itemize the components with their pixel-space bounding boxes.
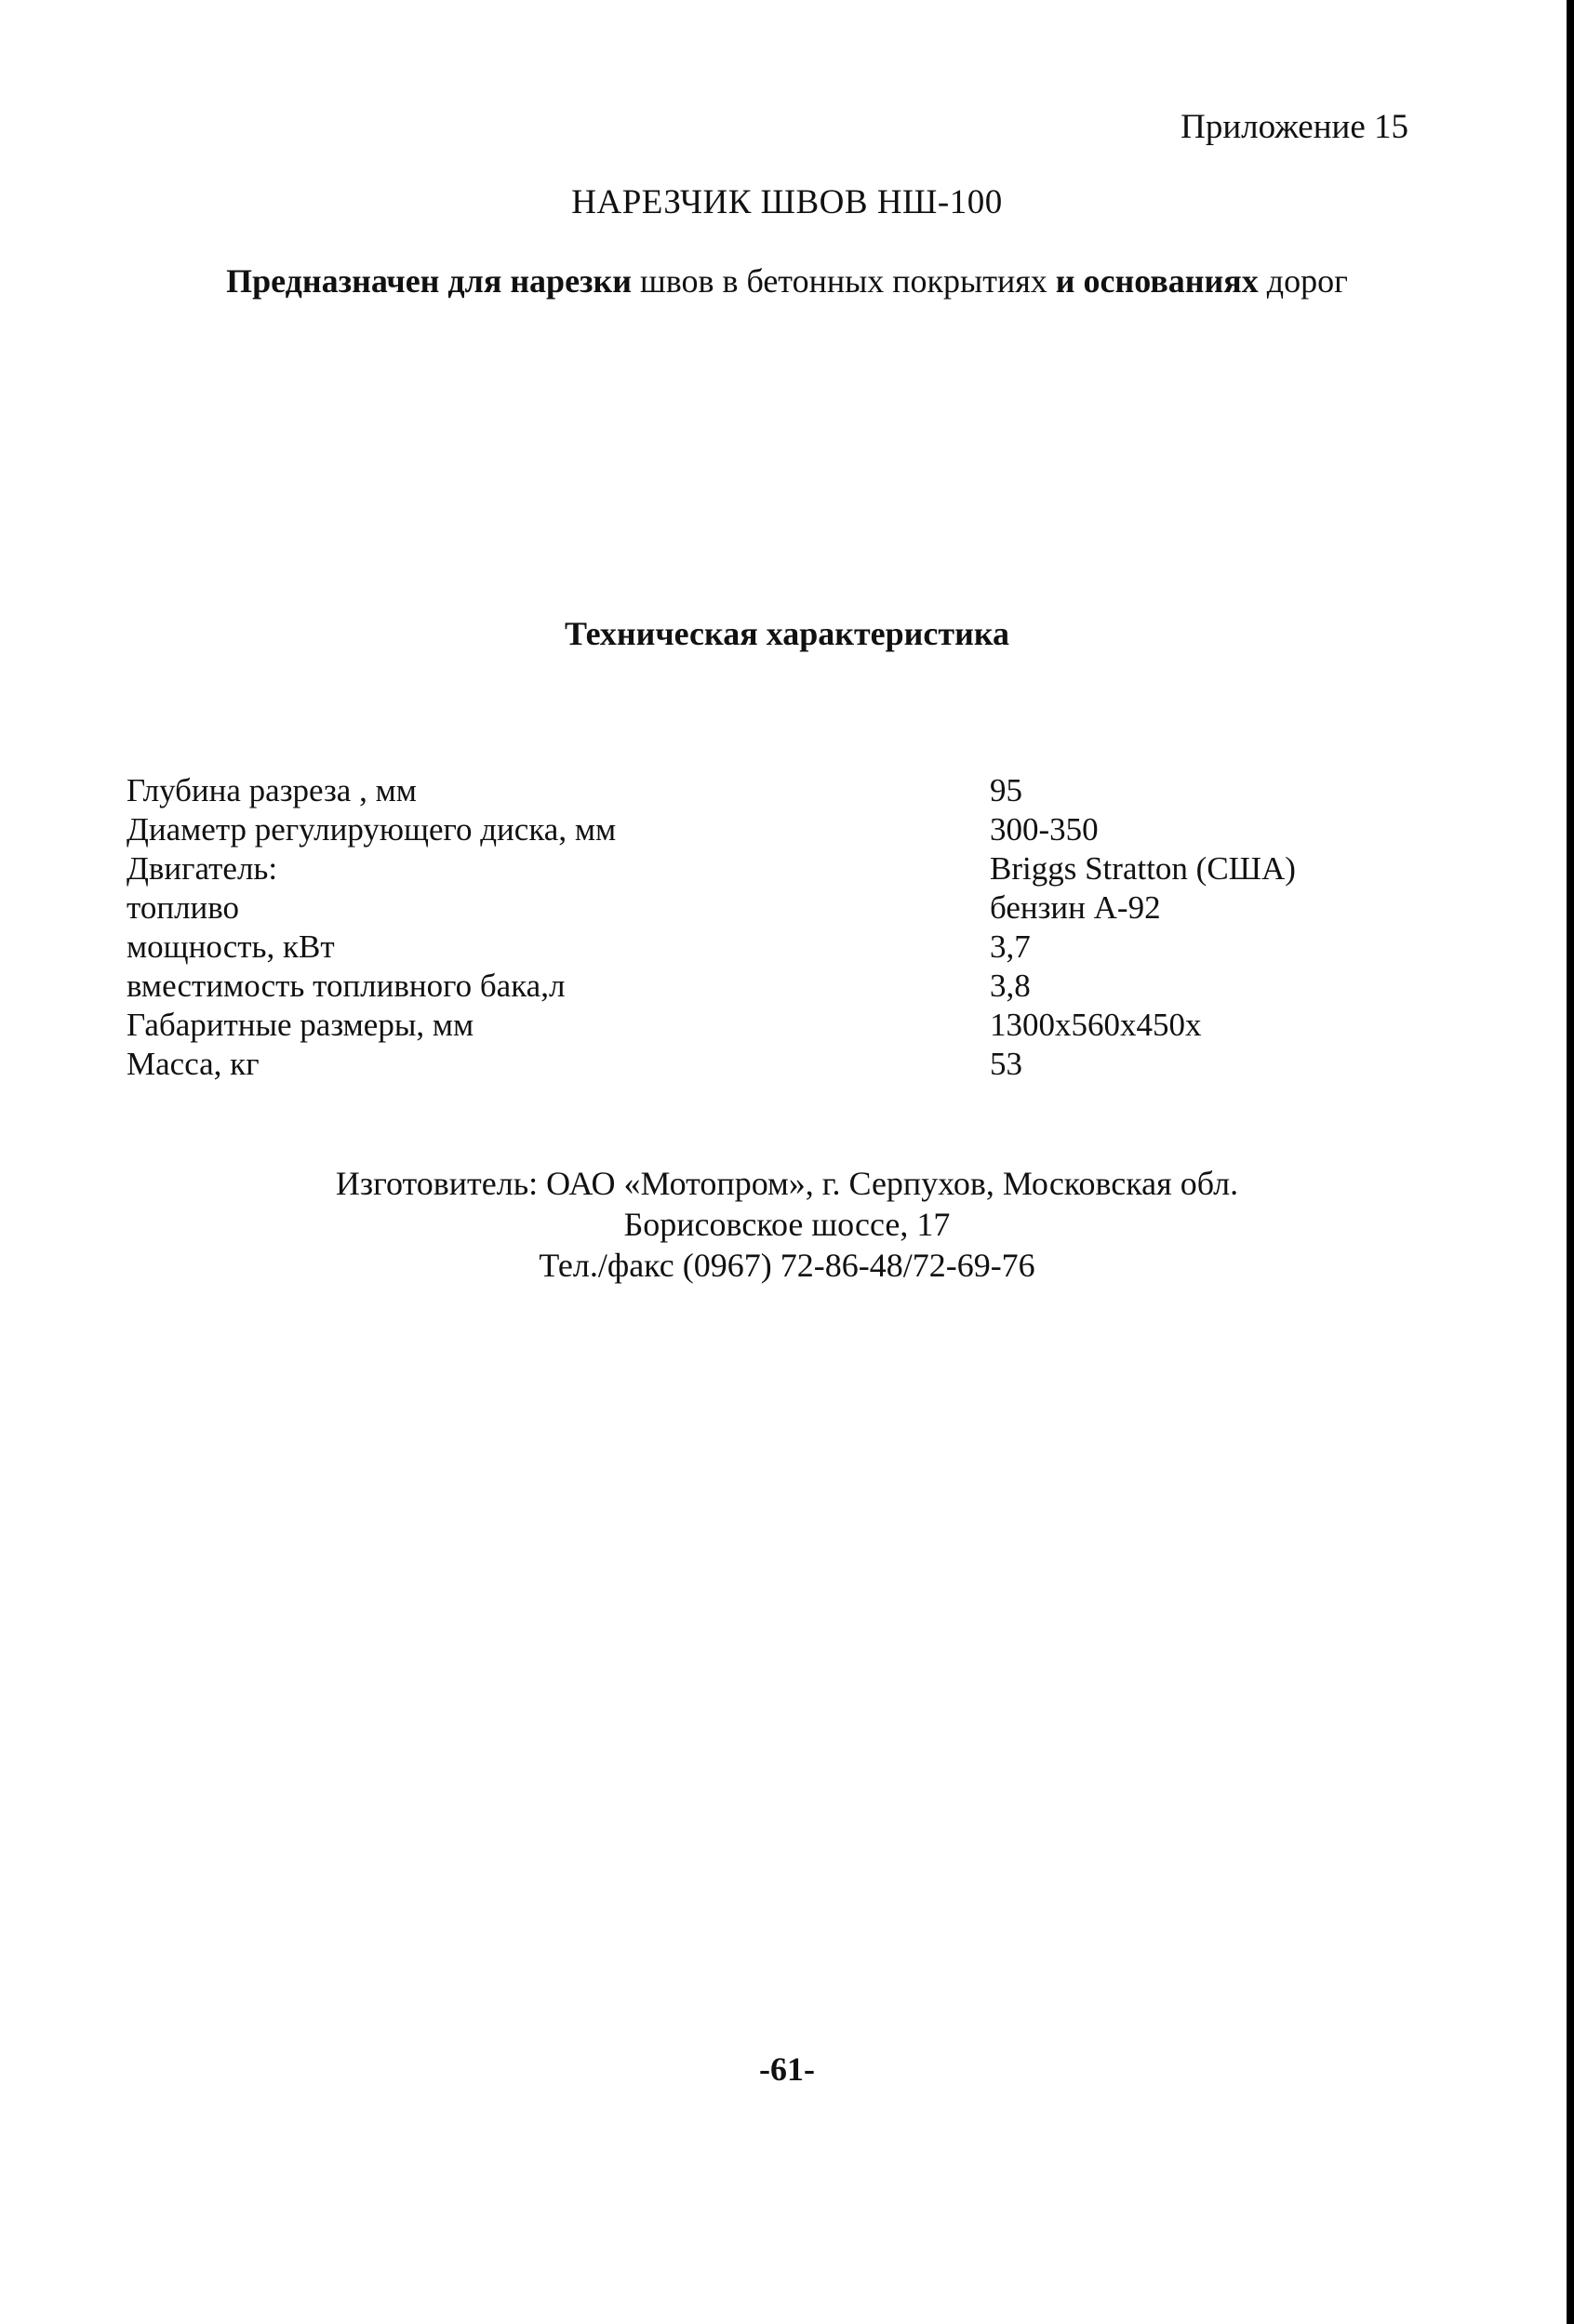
spec-value: бензин А-92 xyxy=(990,889,1161,926)
manufacturer-address-line: Борисовское шоссе, 17 xyxy=(623,1206,951,1243)
spec-label: вместимость топливного бака,л xyxy=(127,968,566,1004)
spec-label: Диаметр регулирующего диска, мм xyxy=(127,811,617,848)
spec-value: 300-350 xyxy=(990,811,1099,848)
specs-heading: Техническая характеристика xyxy=(564,615,1010,652)
manufacturer-name-line: Изготовитель: ОАО «Мотопром», г. Серпухов, Московская обл. xyxy=(335,1165,1239,1202)
page-edge-border xyxy=(1567,0,1574,2324)
spec-value: 1300x560x450x xyxy=(990,1007,1202,1043)
spec-row xyxy=(127,810,1447,849)
spec-row xyxy=(127,849,1447,888)
manufacturer-block xyxy=(0,1163,1574,1286)
document-title: НАРЕЗЧИК ШВОВ НШ-100 xyxy=(571,183,1003,221)
spec-value: 3,8 xyxy=(990,968,1031,1004)
manufacturer-phone-line: Тел./факс (0967) 72-86-48/72-69-76 xyxy=(539,1247,1035,1284)
spec-value: 95 xyxy=(990,772,1022,808)
page-number: -61- xyxy=(759,2050,815,2088)
spec-row xyxy=(127,1006,1447,1045)
spec-row xyxy=(127,1045,1447,1084)
spec-value: Briggs Stratton (США) xyxy=(990,850,1296,887)
purpose-statement xyxy=(0,261,1574,301)
spec-value: 53 xyxy=(990,1046,1022,1082)
spec-value: 3,7 xyxy=(990,928,1031,965)
appendix-label: Приложение 15 xyxy=(1180,108,1408,146)
purpose-end-part: дорог xyxy=(1258,262,1348,300)
spec-label: Габаритные размеры, мм xyxy=(127,1007,474,1043)
spec-label: мощность, кВт xyxy=(127,928,335,965)
spec-row xyxy=(127,928,1447,967)
spec-row xyxy=(127,967,1447,1006)
spec-label: Масса, кг xyxy=(127,1046,260,1082)
purpose-bold-part: Предназначен для нарезки xyxy=(226,262,633,300)
spec-row xyxy=(127,888,1447,928)
purpose-normal-part: швов в бетонных покрытиях xyxy=(632,262,1047,300)
purpose-bold-part-2: и основаниях xyxy=(1047,262,1259,300)
spec-label: Глубина разреза , мм xyxy=(127,772,417,808)
spec-row xyxy=(127,771,1447,810)
spec-label: топливо xyxy=(127,889,240,926)
spec-label: Двигатель: xyxy=(127,850,278,887)
specs-table xyxy=(127,771,1447,1084)
